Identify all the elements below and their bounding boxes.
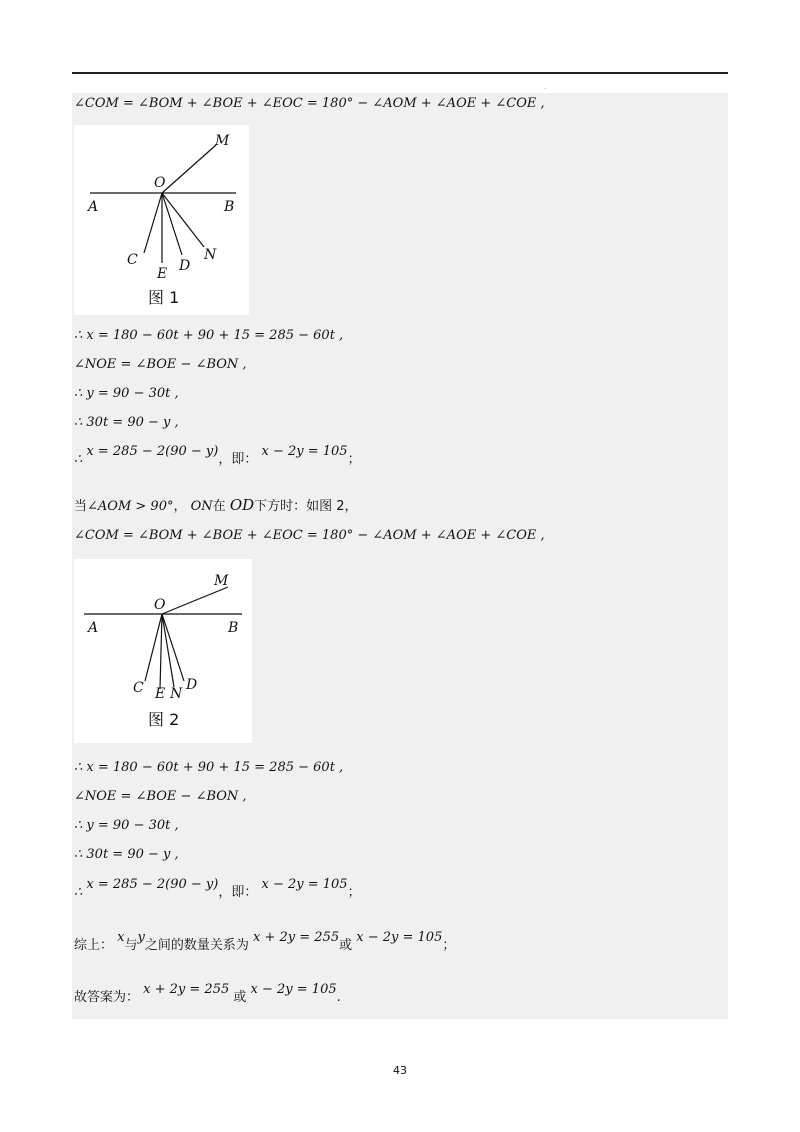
label-E: E	[157, 266, 168, 282]
equation-y-2: ∴ y = 90 − 30t ,	[74, 818, 179, 833]
figure-2-caption: 图 2	[148, 710, 180, 729]
label-C: C	[127, 252, 138, 268]
label-D: D	[179, 258, 191, 274]
figure-1	[74, 125, 249, 315]
answer-line: 故答案为： x + 2y = 255 或 x − 2y = 105.	[74, 982, 341, 1005]
equation-x-285: x = 285 − 2(90 − y)	[86, 444, 219, 459]
equation-x-y-1	[74, 444, 361, 468]
answer-plus: x + 2y = 255	[143, 982, 230, 997]
equation-noe-1: ∠NOE = ∠BOE − ∠BON ,	[74, 357, 247, 372]
solution-block	[72, 93, 728, 1019]
answer-minus: x − 2y = 105	[250, 982, 337, 997]
therefore-symbol: ∴	[74, 885, 83, 900]
text-namely: ，即：	[218, 885, 258, 900]
label-O: O	[154, 597, 166, 613]
text-namely: ，即：	[218, 452, 258, 467]
relation-minus: x − 2y = 105	[356, 930, 443, 945]
label-O: O	[154, 175, 166, 191]
equation-y-1: ∴ y = 90 − 30t ,	[74, 386, 179, 401]
summary-line: 综上： x与y之间的数量关系为 x + 2y = 255或 x − 2y = 105；	[74, 930, 456, 953]
label-A: A	[88, 199, 99, 215]
label-A: A	[88, 620, 99, 636]
equation-30t-2: ∴ 30t = 90 − y ,	[74, 847, 179, 862]
semicolon: ；	[347, 452, 361, 467]
label-N: N	[170, 686, 183, 702]
equation-x-2: ∴ x = 180 − 60t + 90 + 15 = 285 − 60t ,	[74, 760, 344, 775]
condition-aom: ∠AOM > 90°	[87, 499, 174, 514]
label-N: N	[204, 247, 217, 263]
header-mark: .	[544, 82, 547, 91]
figure-2	[74, 559, 252, 743]
label-C: C	[133, 680, 144, 696]
equation-x-1: ∴ x = 180 − 60t + 90 + 15 = 285 − 60t ,	[74, 328, 344, 343]
case-2-intro: 当∠AOM > 90°， ON在 OD下方时：如图 2，	[74, 496, 358, 514]
equation-x-minus-2y: x − 2y = 105	[261, 877, 348, 892]
equation-x-y-2	[74, 877, 361, 901]
label-M: M	[214, 573, 229, 589]
relation-plus: x + 2y = 255	[253, 930, 340, 945]
label-E: E	[155, 686, 166, 702]
therefore-symbol: ∴	[74, 452, 83, 467]
header-rule	[72, 72, 728, 74]
figure-1-caption: 图 1	[148, 288, 180, 307]
semicolon: ；	[347, 885, 361, 900]
label-D: D	[186, 677, 198, 693]
equation-com-2: ∠COM = ∠BOM + ∠BOE + ∠EOC = 180° − ∠AOM + ∠AOE + ∠COE ,	[74, 528, 545, 543]
equation-x-minus-2y: x − 2y = 105	[261, 444, 348, 459]
page-number: 43	[393, 1064, 407, 1077]
equation-30t-1: ∴ 30t = 90 − y ,	[74, 415, 179, 430]
equation-noe-2: ∠NOE = ∠BOE − ∠BON ,	[74, 789, 247, 804]
equation-x-285: x = 285 − 2(90 − y)	[86, 877, 219, 892]
label-B: B	[224, 199, 235, 215]
label-M: M	[215, 133, 230, 149]
label-B: B	[228, 620, 239, 636]
equation-com-1: ∠COM = ∠BOM + ∠BOE + ∠EOC = 180° − ∠AOM + ∠AOE + ∠COE ,	[74, 96, 545, 111]
